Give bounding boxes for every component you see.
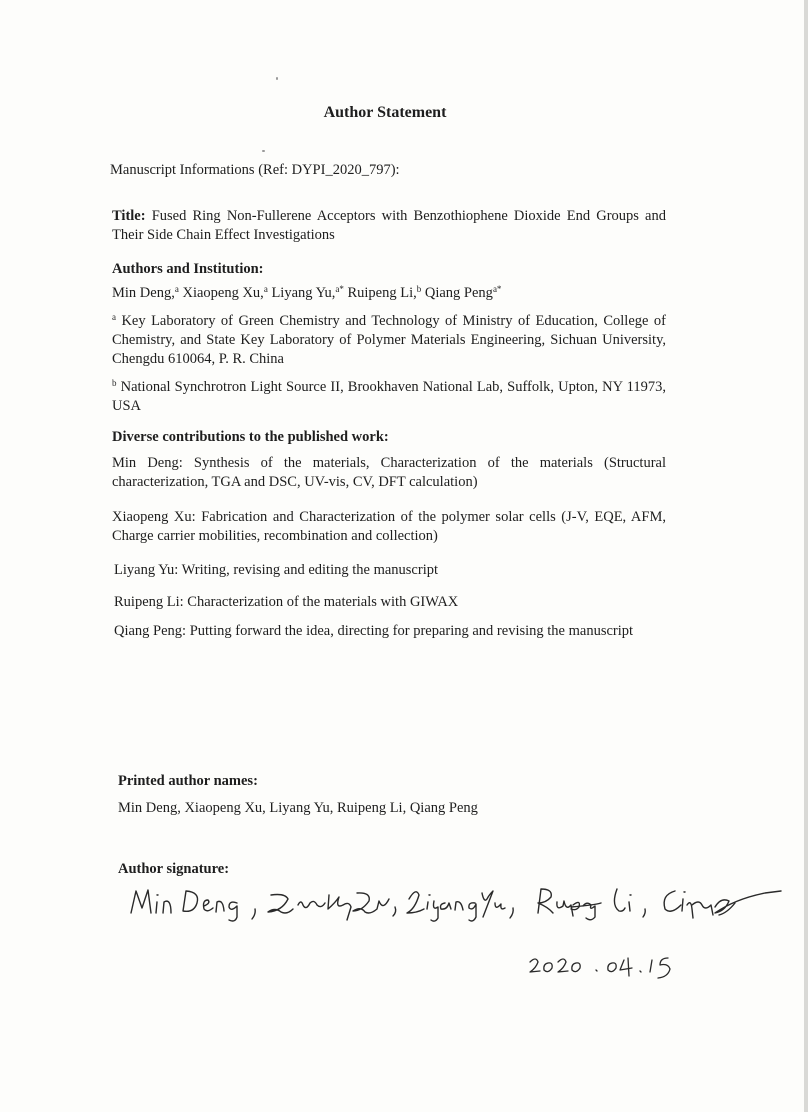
handwritten-date [528, 950, 678, 984]
paper-title [112, 207, 666, 245]
contribution-item: Liyang Yu: Writing, revising and editing the manuscript [114, 562, 438, 578]
author-affiliation: a [263, 284, 268, 294]
contribution-item: Qiang Peng: Putting forward the idea, directing for preparing and revising the manuscript [114, 623, 634, 639]
author-name: Ruipeng Li, [347, 285, 417, 301]
contribution-item: Ruipeng Li: Characterization of the materials with GIWAX [114, 594, 459, 610]
handwritten-signatures [125, 875, 785, 930]
author-name: Min Deng, [112, 285, 175, 301]
manuscript-info: Manuscript Informations (Ref: DYPI_2020_797): [110, 162, 400, 178]
affiliation-b [112, 378, 666, 416]
author-affiliation: a* [335, 284, 344, 294]
contribution-item: Xiaopeng Xu: Fabrication and Characterization of the polymer solar cells (J-V, EQE, AFM, Charge carrier mobilities, recombination and collection) [112, 509, 666, 544]
scan-edge-shadow [804, 0, 808, 1112]
contribution-item: Min Deng: Synthesis of the materials, Characterization of the materials (Structural characterization, TGA and DSC, UV-vis, CV, DFT calculation) [112, 455, 666, 490]
author-name: Qiang Peng [424, 285, 493, 301]
authors-heading: Authors and Institution: [112, 261, 264, 277]
printed-names: Min Deng, Xiaopeng Xu, Liyang Yu, Ruipeng Li, Qiang Peng [118, 800, 478, 816]
signature-heading: Author signature: [118, 861, 230, 877]
contributions-heading: Diverse contributions to the published work: [112, 429, 389, 445]
author-affiliation: b [416, 284, 422, 294]
author-name: Liyang Yu, [271, 285, 336, 301]
author-name: Xiaopeng Xu, [182, 285, 264, 301]
document-title: Author Statement [323, 104, 447, 121]
affiliation-text: Key Laboratory of Green Chemistry and Technology of Ministry of Education, College of Chemistry, and State Key Laboratory of Polymer Materials Engineering, Sichuan University, Chengdu 610064, P. R. China [112, 313, 666, 367]
affiliation-marker: a [112, 312, 116, 322]
affiliation-marker: b [112, 378, 117, 388]
scan-speck [276, 77, 278, 80]
affiliation-a [112, 312, 666, 369]
scan-speck [262, 150, 265, 152]
paper-title-label: Title: [112, 208, 146, 224]
printed-names-heading: Printed author names: [118, 773, 258, 789]
author-affiliation: a [174, 284, 179, 294]
affiliation-text: National Synchrotron Light Source II, Brookhaven National Lab, Suffolk, Upton, NY 11973, USA [112, 379, 666, 414]
paper-title-text: Fused Ring Non-Fullerene Acceptors with Benzothiophene Dioxide End Groups and Their Side Chain Effect Investigations [112, 208, 666, 243]
author-list [112, 284, 501, 303]
author-affiliation: a* [492, 284, 502, 294]
